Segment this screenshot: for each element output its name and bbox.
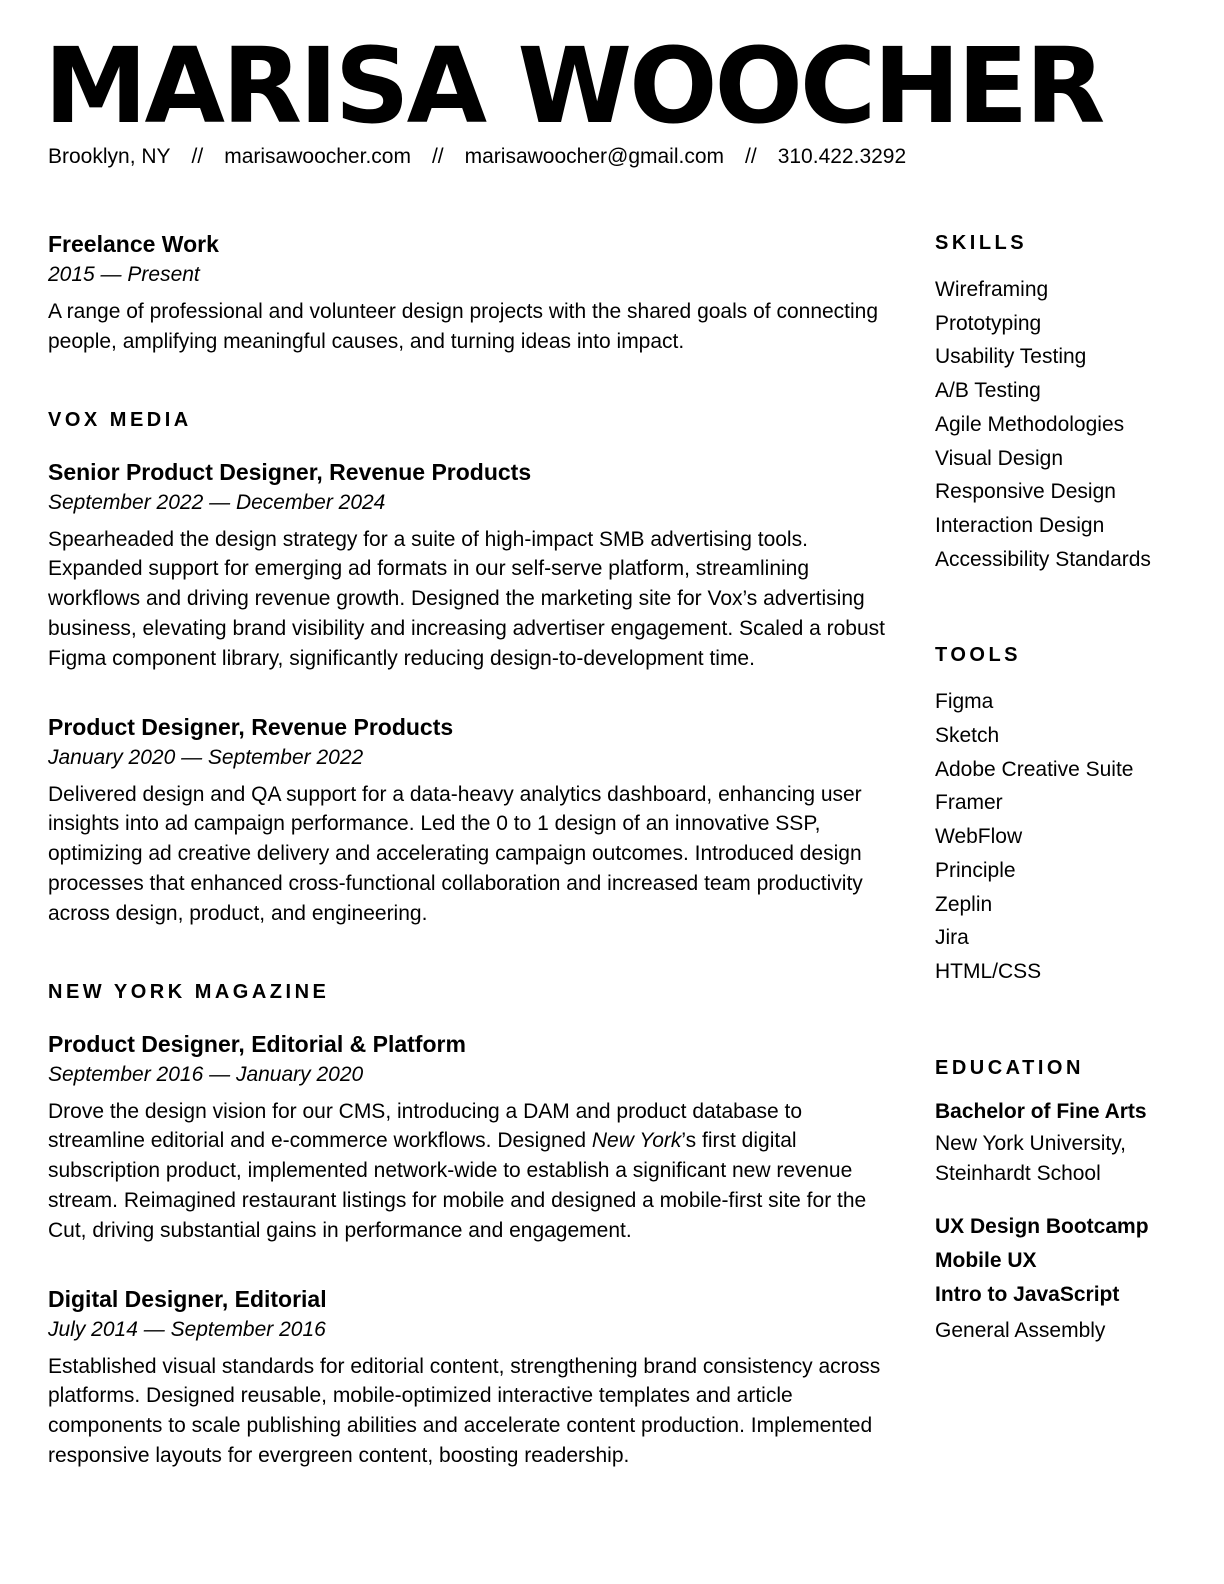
skill-item: A/B Testing [935, 379, 1041, 403]
email: marisawoocher@gmail.com [464, 145, 725, 168]
skills-section [935, 228, 1205, 576]
job-dates: July 2014 — September 2016 [48, 1317, 326, 1341]
resume-name: MARISA WOOCHER [44, 25, 1103, 147]
job-entry [48, 711, 893, 929]
job-dates: September 2022 — December 2024 [48, 490, 386, 514]
tool-item: Sketch [935, 724, 1000, 748]
skills-list [935, 273, 1205, 576]
job-description: Established visual standards for editorial content, strengthening brand consistency across platforms. Designed reusable, mobile-optimized interactive templates and article components to scale publishing abilities and accelerate content production. Implemented responsive layouts for evergreen content, boosting readership. [48, 1354, 881, 1467]
education-section [935, 1053, 1205, 1346]
school-name: Steinhardt School [935, 1161, 1101, 1185]
course-provider: General Assembly [935, 1318, 1106, 1342]
job-title: Freelance Work [48, 231, 219, 257]
job-description: Delivered design and QA support for a data-heavy analytics dashboard, enhancing user insights into ad campaign performance. Led the 0 to 1 design of an innovative SSP, optimizing ad creative delivery and accelerating campaign outcomes. Introduced design processes that enhanced cross-functional collaboration and increased team productivity across design, product, and engineering. [48, 782, 863, 925]
experience-column [48, 228, 893, 1471]
website: marisawoocher.com [224, 145, 411, 168]
tool-item: WebFlow [935, 825, 1023, 849]
job-description: Spearheaded the design strategy for a suite of high-impact SMB advertising tools. Expanded support for emerging ad formats in our self-serve platform, streamlining workflows and driving revenue growth. Designed the marketing site for Vox’s advertising business, elevating brand visibility and increasing advertiser engagement. Scaled a robust Figma component library, significantly reducing design-to-development time. [48, 527, 885, 670]
description-text: ’s first digital subscription product, implemented network-wide to establish a significant new revenue stream. Reimagined restaurant listings for mobile and designed a mobile-first site for the Cut, driving substantial gains in performance and engagement. [48, 1129, 867, 1242]
separator: // [431, 145, 444, 168]
section-heading: TOOLS [935, 644, 1022, 667]
course-item: UX Design Bootcamp [935, 1214, 1149, 1238]
job-entry [48, 1028, 893, 1246]
tool-item: Jira [935, 926, 969, 950]
section-heading: EDUCATION [935, 1056, 1084, 1079]
skill-item: Prototyping [935, 311, 1042, 335]
section-heading: SKILLS [935, 232, 1028, 254]
job-title: Digital Designer, Editorial [48, 1285, 327, 1312]
job-title: Product Designer, Editorial & Platform [48, 1030, 466, 1057]
tool-item: HTML/CSS [935, 959, 1042, 983]
tool-item: Principle [935, 858, 1016, 882]
job-title: Product Designer, Revenue Products [48, 713, 454, 740]
publication-name: New York [591, 1129, 682, 1153]
course-item: Mobile UX [935, 1248, 1037, 1272]
tools-section [935, 640, 1205, 988]
job-dates: 2015 — Present [48, 263, 200, 286]
vox-media-section [48, 405, 893, 929]
company-heading: VOX MEDIA [48, 408, 192, 431]
skill-item: Interaction Design [935, 513, 1105, 537]
location: Brooklyn, NY [48, 145, 171, 168]
job-dates: September 2016 — January 2020 [48, 1062, 364, 1086]
sidebar-column [935, 228, 1205, 1346]
contact-line [48, 143, 906, 171]
separator: // [745, 145, 757, 168]
skill-item: Usability Testing [935, 345, 1087, 369]
job-title: Senior Product Designer, Revenue Products [48, 458, 532, 485]
tool-item: Adobe Creative Suite [935, 757, 1134, 781]
skill-item: Agile Methodologies [935, 412, 1125, 436]
freelance-section [48, 228, 893, 357]
skill-item: Visual Design [935, 446, 1064, 470]
tools-list [935, 685, 1205, 988]
school-name: New York University, [935, 1131, 1127, 1155]
separator: // [191, 145, 204, 168]
course-item: Intro to JavaScript [935, 1282, 1120, 1306]
description-text: Drove the design vision for our CMS, introducing a DAM and product database to streamline editorial and e-commerce workflows. Designed [48, 1099, 803, 1153]
job-dates: January 2020 — September 2022 [48, 745, 364, 769]
company-heading: NEW YORK MAGAZINE [48, 980, 330, 1003]
skill-item: Wireframing [935, 278, 1049, 301]
phone: 310.422.3292 [777, 145, 907, 168]
skill-item: Accessibility Standards [935, 547, 1151, 571]
degree: Bachelor of Fine Arts [935, 1099, 1147, 1123]
skill-item: Responsive Design [935, 480, 1116, 504]
job-description: A range of professional and volunteer design projects with the shared goals of connecting people, amplifying meaningful causes, and turning ideas into impact. [48, 300, 879, 353]
job-entry [48, 1283, 893, 1471]
tool-item: Zeplin [935, 892, 993, 916]
new-york-magazine-section [48, 977, 893, 1471]
course-list [935, 1210, 1205, 1312]
tool-item: Figma [935, 690, 994, 714]
job-entry [48, 456, 893, 674]
job-description [48, 1097, 893, 1246]
tool-item: Framer [935, 791, 1003, 815]
